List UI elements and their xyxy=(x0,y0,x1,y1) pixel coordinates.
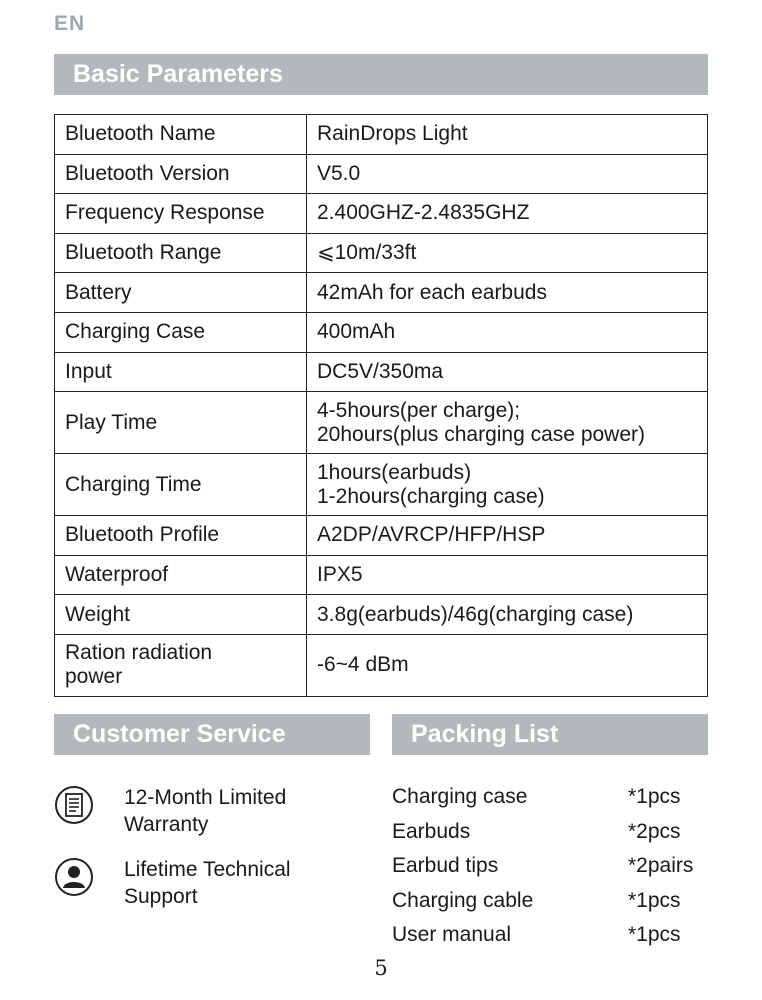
param-value: 2.400GHZ-2.4835GHZ xyxy=(307,194,708,234)
param-value: 1hours(earbuds) 1-2hours(charging case) xyxy=(307,454,708,516)
param-name: Bluetooth Name xyxy=(55,115,307,155)
param-name: Frequency Response xyxy=(55,194,307,234)
param-name: Battery xyxy=(55,273,307,313)
warranty-line-2: Warranty xyxy=(124,813,209,836)
support-line-2: Support xyxy=(124,885,198,908)
param-name: Ration radiation power xyxy=(55,634,307,696)
page-number: 5 xyxy=(374,956,388,980)
param-value: RainDrops Light xyxy=(307,115,708,155)
pack-item-qty: *1pcs xyxy=(628,785,681,808)
list-item xyxy=(392,817,708,852)
pack-item-name: Charging case xyxy=(392,785,528,808)
pack-item-qty: *2pairs xyxy=(628,854,694,878)
param-value: IPX5 xyxy=(307,555,708,595)
packing-list xyxy=(392,782,708,955)
list-item xyxy=(392,782,708,817)
warranty-line-1: 12-Month Limited xyxy=(124,786,287,809)
table-row xyxy=(55,634,708,696)
document-icon xyxy=(54,785,94,825)
param-name: Charging Case xyxy=(55,312,307,352)
pack-item-qty: *1pcs xyxy=(628,923,681,947)
param-value: V5.0 xyxy=(307,154,708,194)
param-value: 4-5hours(per charge); 20hours(plus charging case power) xyxy=(307,392,708,454)
table-row xyxy=(55,115,708,155)
language-label: EN xyxy=(54,12,86,35)
customer-service-heading: Customer Service xyxy=(54,714,370,755)
param-name: Input xyxy=(55,352,307,392)
table-row xyxy=(55,352,708,392)
list-item xyxy=(392,886,708,921)
param-value: 3.8g(earbuds)/46g(charging case) xyxy=(307,595,708,635)
list-item xyxy=(392,851,708,886)
table-row xyxy=(55,194,708,234)
table-row xyxy=(55,233,708,273)
table-row xyxy=(55,312,708,352)
table-row xyxy=(55,454,708,516)
support-item xyxy=(54,856,374,916)
param-value: 42mAh for each earbuds xyxy=(307,273,708,313)
param-value: DC5V/350ma xyxy=(307,352,708,392)
list-item xyxy=(392,920,708,955)
param-value: -6~4 dBm xyxy=(307,634,708,696)
basic-parameters-heading: Basic Parameters xyxy=(54,54,708,95)
param-name: Bluetooth Profile xyxy=(55,516,307,556)
param-value: ⩽10m/33ft xyxy=(307,233,708,273)
table-row xyxy=(55,555,708,595)
warranty-item xyxy=(54,784,374,844)
table-row xyxy=(55,392,708,454)
param-name: Bluetooth Version xyxy=(55,154,307,194)
support-line-1: Lifetime Technical xyxy=(124,858,291,881)
person-icon xyxy=(54,857,94,897)
pack-item-name: User manual xyxy=(392,923,512,947)
param-value: 400mAh xyxy=(307,312,708,352)
param-name: Charging Time xyxy=(55,454,307,516)
table-row xyxy=(55,154,708,194)
table-row xyxy=(55,273,708,313)
pack-item-qty: *2pcs xyxy=(628,819,681,843)
param-name: Waterproof xyxy=(55,555,307,595)
pack-item-name: Earbuds xyxy=(392,819,471,843)
pack-item-name: Charging cable xyxy=(392,888,534,912)
param-name: Play Time xyxy=(55,392,307,454)
param-name: Weight xyxy=(55,595,307,635)
pack-item-name: Earbud tips xyxy=(392,854,499,878)
param-name: Bluetooth Range xyxy=(55,233,307,273)
packing-list-heading: Packing List xyxy=(392,714,708,755)
param-value: A2DP/AVRCP/HFP/HSP xyxy=(307,516,708,556)
table-row xyxy=(55,595,708,635)
pack-item-qty: *1pcs xyxy=(628,888,681,912)
table-row xyxy=(55,516,708,556)
parameters-table xyxy=(54,114,708,697)
